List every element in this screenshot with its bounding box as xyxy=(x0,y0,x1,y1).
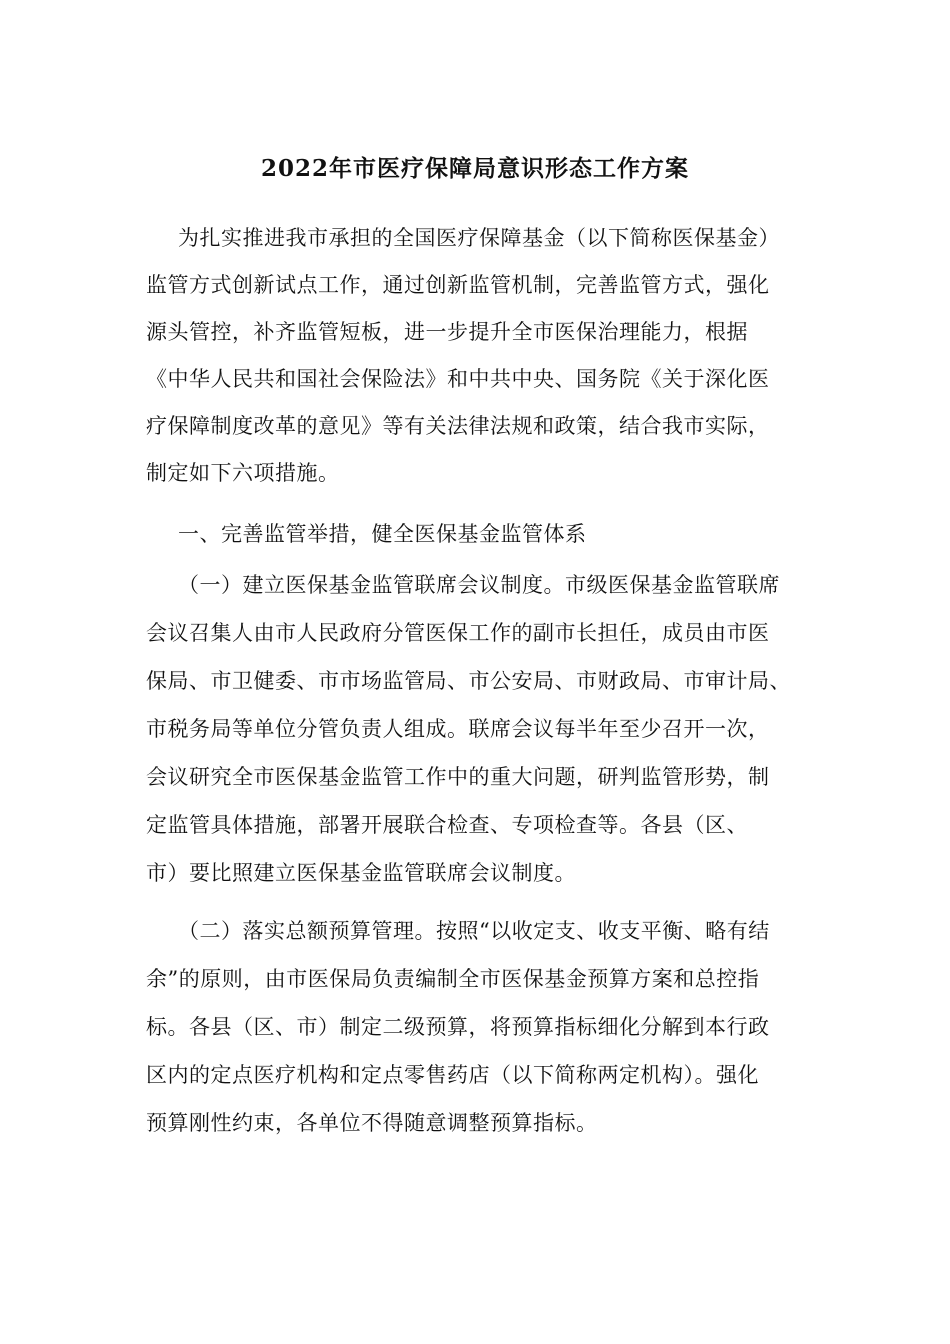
body-line: 监管方式创新试点工作，通过创新监管机制，完善监管方式，强化 xyxy=(146,273,770,297)
body-line: 制定如下六项措施。 xyxy=(146,461,340,485)
body-line: 市税务局等单位分管负责人组成。联席会议每半年至少召开一次， xyxy=(146,717,770,741)
body-line: 会议研究全市医保基金监管工作中的重大问题，研判监管形势，制 xyxy=(146,765,770,789)
body-line: 预算刚性约束，各单位不得随意调整预算指标。 xyxy=(146,1111,598,1135)
body-line: 定监管具体措施，部署开展联合检查、专项检查等。各县（区、 xyxy=(146,813,748,837)
section-heading: 一、完善监管举措，健全医保基金监管体系 xyxy=(178,522,587,546)
body-line: 区内的定点医疗机构和定点零售药店（以下简称两定机构）。强化 xyxy=(146,1063,759,1087)
document-title: 2022年市医疗保障局意识形态工作方案 xyxy=(260,155,689,182)
body-line: 会议召集人由市人民政府分管医保工作的副市长担任，成员由市医 xyxy=(146,621,770,645)
body-line: 为扎实推进我市承担的全国医疗保障基金（以下简称医保基金） xyxy=(178,226,780,250)
body-line: （二）落实总额预算管理。按照“以收定支、收支平衡、略有结 xyxy=(178,919,770,943)
body-line: 余”的原则，由市医保局负责编制全市医保基金预算方案和总控指 xyxy=(146,967,760,991)
body-line: 源头管控，补齐监管短板，进一步提升全市医保治理能力，根据 xyxy=(146,320,748,344)
body-line: 《中华人民共和国社会保险法》和中共中央、国务院《关于深化医 xyxy=(146,367,770,391)
body-line: 标。各县（区、市）制定二级预算，将预算指标细化分解到本行政 xyxy=(146,1015,770,1039)
body-line: 疗保障制度改革的意见》等有关法律法规和政策，结合我市实际， xyxy=(146,414,770,438)
body-line: 市）要比照建立医保基金监管联席会议制度。 xyxy=(146,861,576,885)
body-line: 保局、市卫健委、市市场监管局、市公安局、市财政局、市审计局、 xyxy=(146,669,791,693)
body-line: （一）建立医保基金监管联席会议制度。市级医保基金监管联席 xyxy=(178,573,780,597)
